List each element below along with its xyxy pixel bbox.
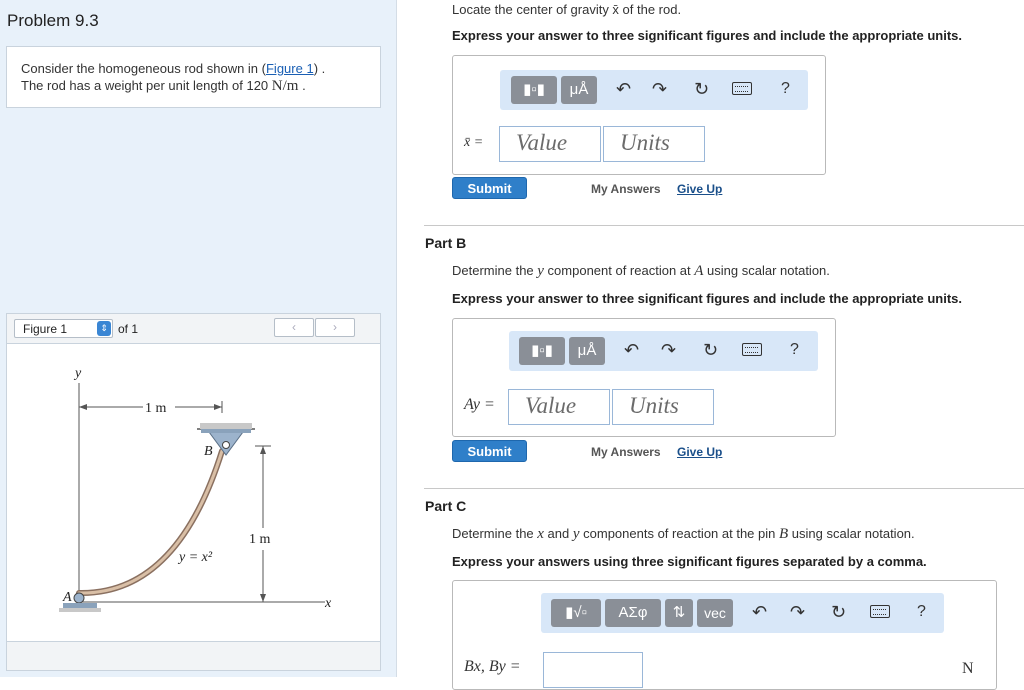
redo-icon[interactable]: ↷ [661,340,677,360]
part-a-instruction: Express your answer to three significant figures and include the appropriate units. [452,28,962,43]
redo-icon[interactable]: ↷ [790,602,806,622]
xbar-label: x̄ = [464,135,484,150]
x-axis-label: x [325,596,332,611]
curve-equation-label: y = x² [179,550,213,565]
part-a-value-input[interactable]: Value [499,126,601,162]
part-b-label: Part B [425,235,467,251]
part-c-prompt: Determine the x and y components of reaction at the pin B using scalar notation. [452,526,915,542]
part-b-my-answers-link[interactable]: My Answers [591,445,661,459]
part-b-units-input[interactable]: Units [612,389,714,425]
units-button[interactable]: μÅ [569,337,605,365]
templates-button[interactable]: ▮▫▮ [519,337,565,365]
arrows-button[interactable]: ⇅ [665,599,693,627]
keyboard-icon[interactable] [732,82,752,95]
bx-by-label: Bx, By = [464,658,521,675]
part-b-give-up-link[interactable]: Give Up [677,445,723,459]
rod-figure [7,343,380,643]
part-b-toolbar [509,331,818,371]
divider [424,488,1024,489]
part-c-answer-box [452,580,997,690]
templates-button[interactable]: ▮√▫ [551,599,601,627]
figure-footer [7,641,380,670]
answer-panel [397,0,1024,677]
units-button[interactable]: μÅ [561,76,597,104]
figure-select[interactable]: Figure 1 ⇕ [14,319,113,338]
reset-icon[interactable]: ↻ [694,79,710,99]
part-a-my-answers-link[interactable]: My Answers [591,182,661,196]
keyboard-icon[interactable] [870,605,890,618]
part-c-answer-input[interactable] [543,652,643,688]
figure-prev-button[interactable]: ‹ [274,318,314,337]
part-a-prompt: Locate the center of gravity x̄ of the rod. [452,2,682,17]
part-a-toolbar [500,70,808,110]
part-a-submit-button[interactable]: Submit [452,177,527,199]
redo-icon[interactable]: ↷ [652,79,668,99]
figure-count: of 1 [118,322,139,336]
figure-link[interactable]: Figure 1 [265,61,314,76]
intro-line-1: Consider the homogeneous rod shown in (Figure 1) . [21,61,326,76]
help-icon[interactable]: ? [917,603,926,620]
select-arrows-icon: ⇕ [97,321,111,336]
part-b-submit-button[interactable]: Submit [452,440,527,462]
y-axis-label: y [75,366,82,381]
part-c-label: Part C [425,498,467,514]
keyboard-icon[interactable] [742,343,762,356]
part-b-value-input[interactable]: Value [508,389,610,425]
undo-icon[interactable]: ↶ [616,79,632,99]
dim-vertical-label: 1 m [249,532,271,547]
ay-label: Ay = [464,396,495,413]
templates-button[interactable]: ▮▫▮ [511,76,557,104]
problem-panel [0,0,397,677]
problem-intro [6,46,381,108]
figure-toolbar [7,314,380,344]
part-b-answer-box [452,318,836,437]
help-icon[interactable]: ? [781,80,790,97]
part-a-units-input[interactable]: Units [603,126,705,162]
part-c-toolbar [541,593,944,633]
figure-panel [6,313,381,671]
greek-button[interactable]: ΑΣφ [605,599,661,627]
part-b-prompt: Determine the y component of reaction at A using scalar notation. [452,263,830,279]
reset-icon[interactable]: ↻ [703,340,719,360]
dim-horizontal-label: 1 m [145,401,167,416]
point-b-label: B [204,444,213,459]
vector-button[interactable]: vec [697,599,733,627]
part-a-answer-box [452,55,826,175]
part-c-units-label: N [962,660,974,677]
reset-icon[interactable]: ↻ [831,602,847,622]
figure-next-button[interactable]: › [315,318,355,337]
undo-icon[interactable]: ↶ [752,602,768,622]
help-icon[interactable]: ? [790,341,799,358]
intro-line-2: The rod has a weight per unit length of 120 N/m . [21,78,306,94]
problem-title: Problem 9.3 [7,11,99,30]
undo-icon[interactable]: ↶ [624,340,640,360]
divider [424,225,1024,226]
part-c-instruction: Express your answers using three significant figures separated by a comma. [452,554,927,569]
point-a-label: A [63,590,72,605]
part-a-give-up-link[interactable]: Give Up [677,182,723,196]
part-b-instruction: Express your answer to three significant figures and include the appropriate units. [452,291,962,306]
